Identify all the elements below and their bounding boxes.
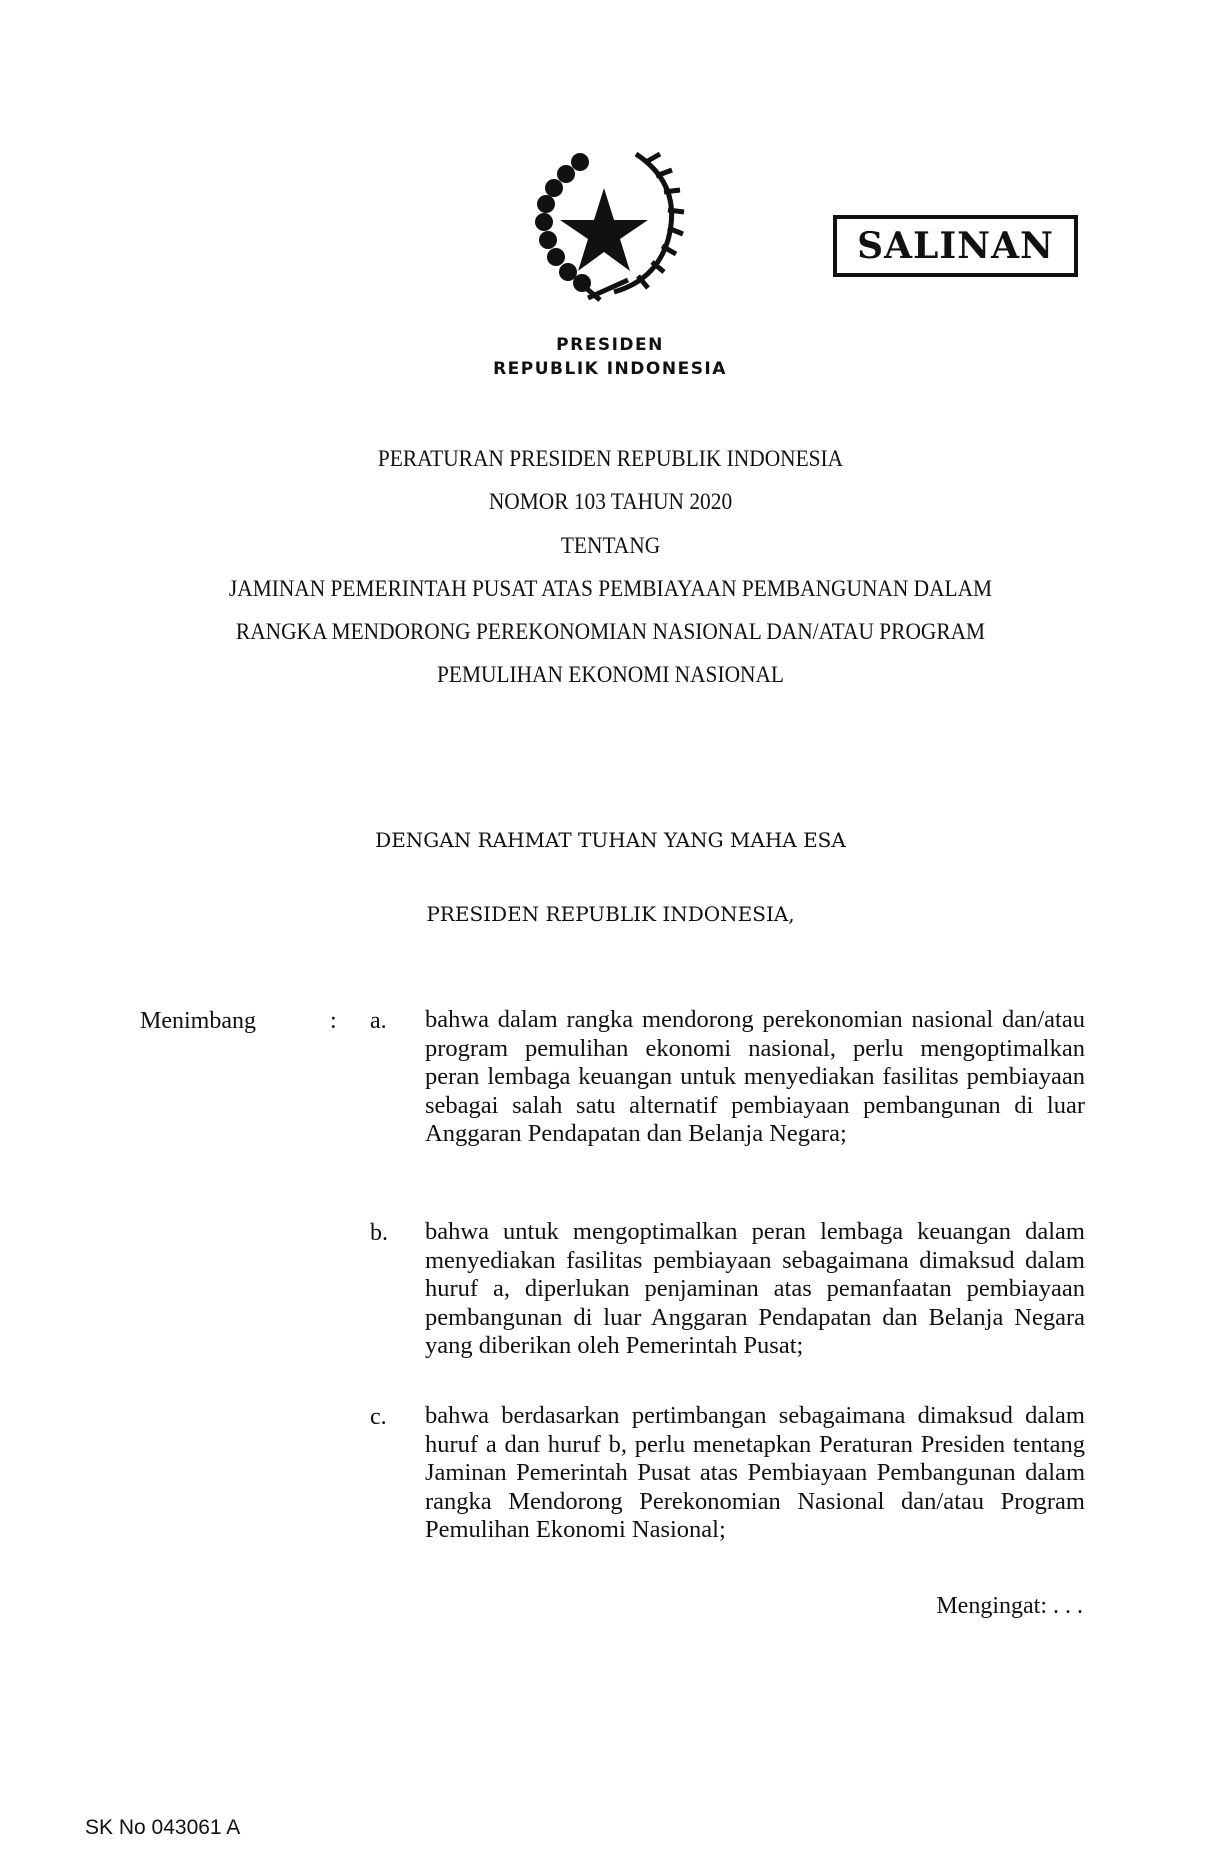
invocation: DENGAN RAHMAT TUHAN YANG MAHA ESA xyxy=(375,828,846,852)
title-line-1: PERATURAN PRESIDEN REPUBLIK INDONESIA xyxy=(377,446,844,471)
institution-line-2: REPUBLIK INDONESIA xyxy=(493,359,727,379)
title-line-3: TENTANG xyxy=(560,533,661,558)
title-line-5: RANGKA MENDORONG PEREKONOMIAN NASIONAL DAN/ATAU PROGRAM xyxy=(235,619,986,644)
sk-number: SK No 043061 A xyxy=(85,1816,241,1839)
title-line-4: JAMINAN PEMERINTAH PUSAT ATAS PEMBIAYAAN PEMBANGUNAN DALAM xyxy=(228,576,993,601)
menimbang-colon: : xyxy=(330,1008,337,1034)
next-page-reference: Mengingat: . . . xyxy=(936,1593,1083,1619)
authority: PRESIDEN REPUBLIK INDONESIA, xyxy=(426,902,795,926)
salinan-stamp: SALINAN xyxy=(833,215,1078,277)
title-line-6: PEMULIHAN EKONOMI NASIONAL xyxy=(437,662,784,687)
garuda-star-emblem-icon xyxy=(518,140,690,308)
item-letter-c: c. xyxy=(370,1404,387,1430)
item-letter-a: a. xyxy=(370,1008,387,1034)
item-letter-b: b. xyxy=(370,1220,388,1246)
menimbang-label: Menimbang xyxy=(140,1008,256,1034)
item-text-c: bahwa berdasarkan pertimbangan sebagaimana dimaksud dalam huruf a dan huruf b, perlu menetapkan Peraturan Presiden tentang Jaminan Pemerintah Pusat atas Pembiayaan Pembangunan dalam rangka Mendorong Perekonomian Nasional dan/atau Program Pemulihan Ekonomi Nasional; xyxy=(425,1402,1085,1543)
item-text-b: bahwa untuk mengoptimalkan peran lembaga keuangan dalam menyediakan fasilitas pembiayaan sebagaimana dimaksud dalam huruf a, diperlukan penjaminan atas pemanfaatan pembiayaan pembangunan di luar Anggaran Pendapatan dan Belanja Negara yang diberikan oleh Pemerintah Pusat; xyxy=(425,1218,1085,1359)
institution-line-1: PRESIDEN xyxy=(556,335,664,355)
emblem xyxy=(518,140,690,308)
title-line-2: NOMOR 103 TAHUN 2020 xyxy=(488,489,733,514)
item-text-a: bahwa dalam rangka mendorong perekonomian nasional dan/atau program pemulihan ekonomi nasional, perlu mengoptimalkan peran lembaga keuangan untuk menyediakan fasilitas pembiayaan sebagai salah satu alternatif pembiayaan pembangunan di luar Anggaran Pendapatan dan Belanja Negara; xyxy=(425,1006,1085,1147)
